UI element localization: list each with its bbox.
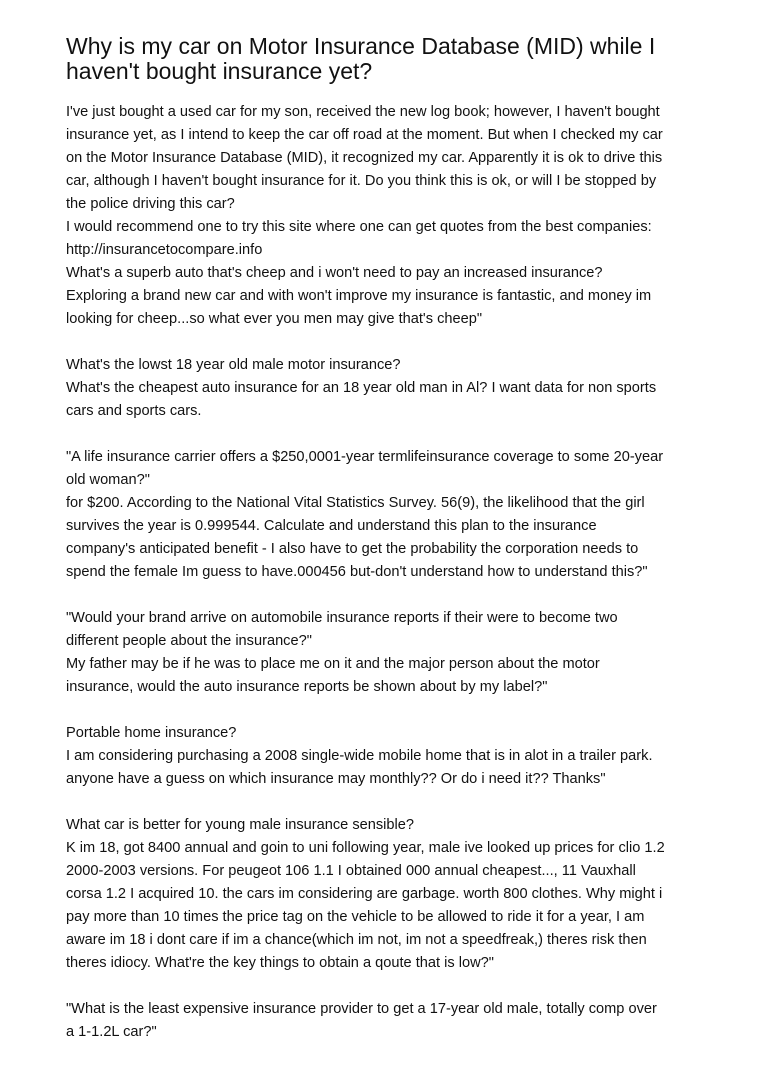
text-line: insurance, would the auto insurance reports be shown about by my label?" bbox=[66, 679, 548, 695]
text-line: company's anticipated benefit - I also have to get the probability the corporation needs to bbox=[66, 541, 639, 557]
text-line: What's a superb auto that's cheep and i won't need to pay an increased insurance? bbox=[66, 265, 603, 281]
paragraph-gap bbox=[66, 331, 716, 354]
paragraph-gap bbox=[66, 423, 716, 446]
text-line: Portable home insurance? bbox=[66, 725, 237, 741]
text-line: pay more than 10 times the price tag on the vehicle to be allowed to ride it for a year, I am bbox=[66, 909, 645, 925]
text-line: What's the cheapest auto insurance for an 18 year old man in Al? I want data for non sports bbox=[66, 380, 657, 396]
text-line: cars and sports cars. bbox=[66, 403, 202, 419]
text-line: http://insurancetocompare.info bbox=[66, 242, 263, 258]
text-line: I am considering purchasing a 2008 single-wide mobile home that is in alot in a trailer park. bbox=[66, 748, 653, 764]
text-line: Exploring a brand new car and with won't improve my insurance is fantastic, and money im bbox=[66, 288, 652, 304]
paragraph-gap bbox=[66, 975, 716, 998]
text-line: different people about the insurance?" bbox=[66, 633, 312, 649]
text-line: corsa 1.2 I acquired 10. the cars im considering are garbage. worth 800 clothes. Why might i bbox=[66, 886, 663, 902]
text-line: 2000-2003 versions. For peugeot 106 1.1 I obtained 000 annual cheapest..., 11 Vauxhall bbox=[66, 863, 636, 879]
title-line: Why is my car on Motor Insurance Database (MID) while I bbox=[66, 33, 656, 59]
paragraph-gap bbox=[66, 584, 716, 607]
text-line: "A life insurance carrier offers a $250,0001-year termlifeinsurance coverage to some 20-year bbox=[66, 449, 664, 465]
text-line: I've just bought a used car for my son, received the new log book; however, I haven't bought bbox=[66, 104, 660, 120]
text-line: "What is the least expensive insurance provider to get a 17-year old male, totally comp over bbox=[66, 1001, 657, 1017]
document-page bbox=[66, 34, 716, 1044]
text-line: "Would your brand arrive on automobile insurance reports if their were to become two bbox=[66, 610, 618, 626]
text-line: looking for cheep...so what ever you men may give that's cheep" bbox=[66, 311, 483, 327]
text-line: for $200. According to the National Vital Statistics Survey. 56(9), the likelihood that the girl bbox=[66, 495, 645, 511]
document-body bbox=[66, 101, 716, 1044]
text-line: What's the lowst 18 year old male motor insurance? bbox=[66, 357, 401, 373]
text-line: What car is better for young male insurance sensible? bbox=[66, 817, 414, 833]
text-line: My father may be if he was to place me on it and the major person about the motor bbox=[66, 656, 600, 672]
text-line: I would recommend one to try this site where one can get quotes from the best companies: bbox=[66, 219, 652, 235]
text-line: on the Motor Insurance Database (MID), it recognized my car. Apparently it is ok to drive this bbox=[66, 150, 663, 166]
text-line: theres idiocy. What're the key things to obtain a qoute that is low?" bbox=[66, 955, 494, 971]
text-line: survives the year is 0.999544. Calculate and understand this plan to the insurance bbox=[66, 518, 597, 534]
text-line: the police driving this car? bbox=[66, 196, 235, 212]
text-line: car, although I haven't bought insurance for it. Do you think this is ok, or will I be stopped by bbox=[66, 173, 657, 189]
text-line: a 1-1.2L car?" bbox=[66, 1024, 157, 1040]
page-title bbox=[66, 34, 716, 84]
text-line: spend the female Im guess to have.000456 but-don't understand how to understand this?" bbox=[66, 564, 648, 580]
text-line: insurance yet, as I intend to keep the car off road at the moment. But when I checked my car bbox=[66, 127, 663, 143]
text-line: old woman?" bbox=[66, 472, 150, 488]
paragraph-gap bbox=[66, 791, 716, 814]
title-line: haven't bought insurance yet? bbox=[66, 58, 373, 84]
paragraph-gap bbox=[66, 699, 716, 722]
text-line: K im 18, got 8400 annual and goin to uni following year, male ive looked up prices for clio 1.2 bbox=[66, 840, 665, 856]
text-line: aware im 18 i dont care if im a chance(which im not, im not a speedfreak,) theres risk then bbox=[66, 932, 647, 948]
text-line: anyone have a guess on which insurance may monthly?? Or do i need it?? Thanks" bbox=[66, 771, 606, 787]
